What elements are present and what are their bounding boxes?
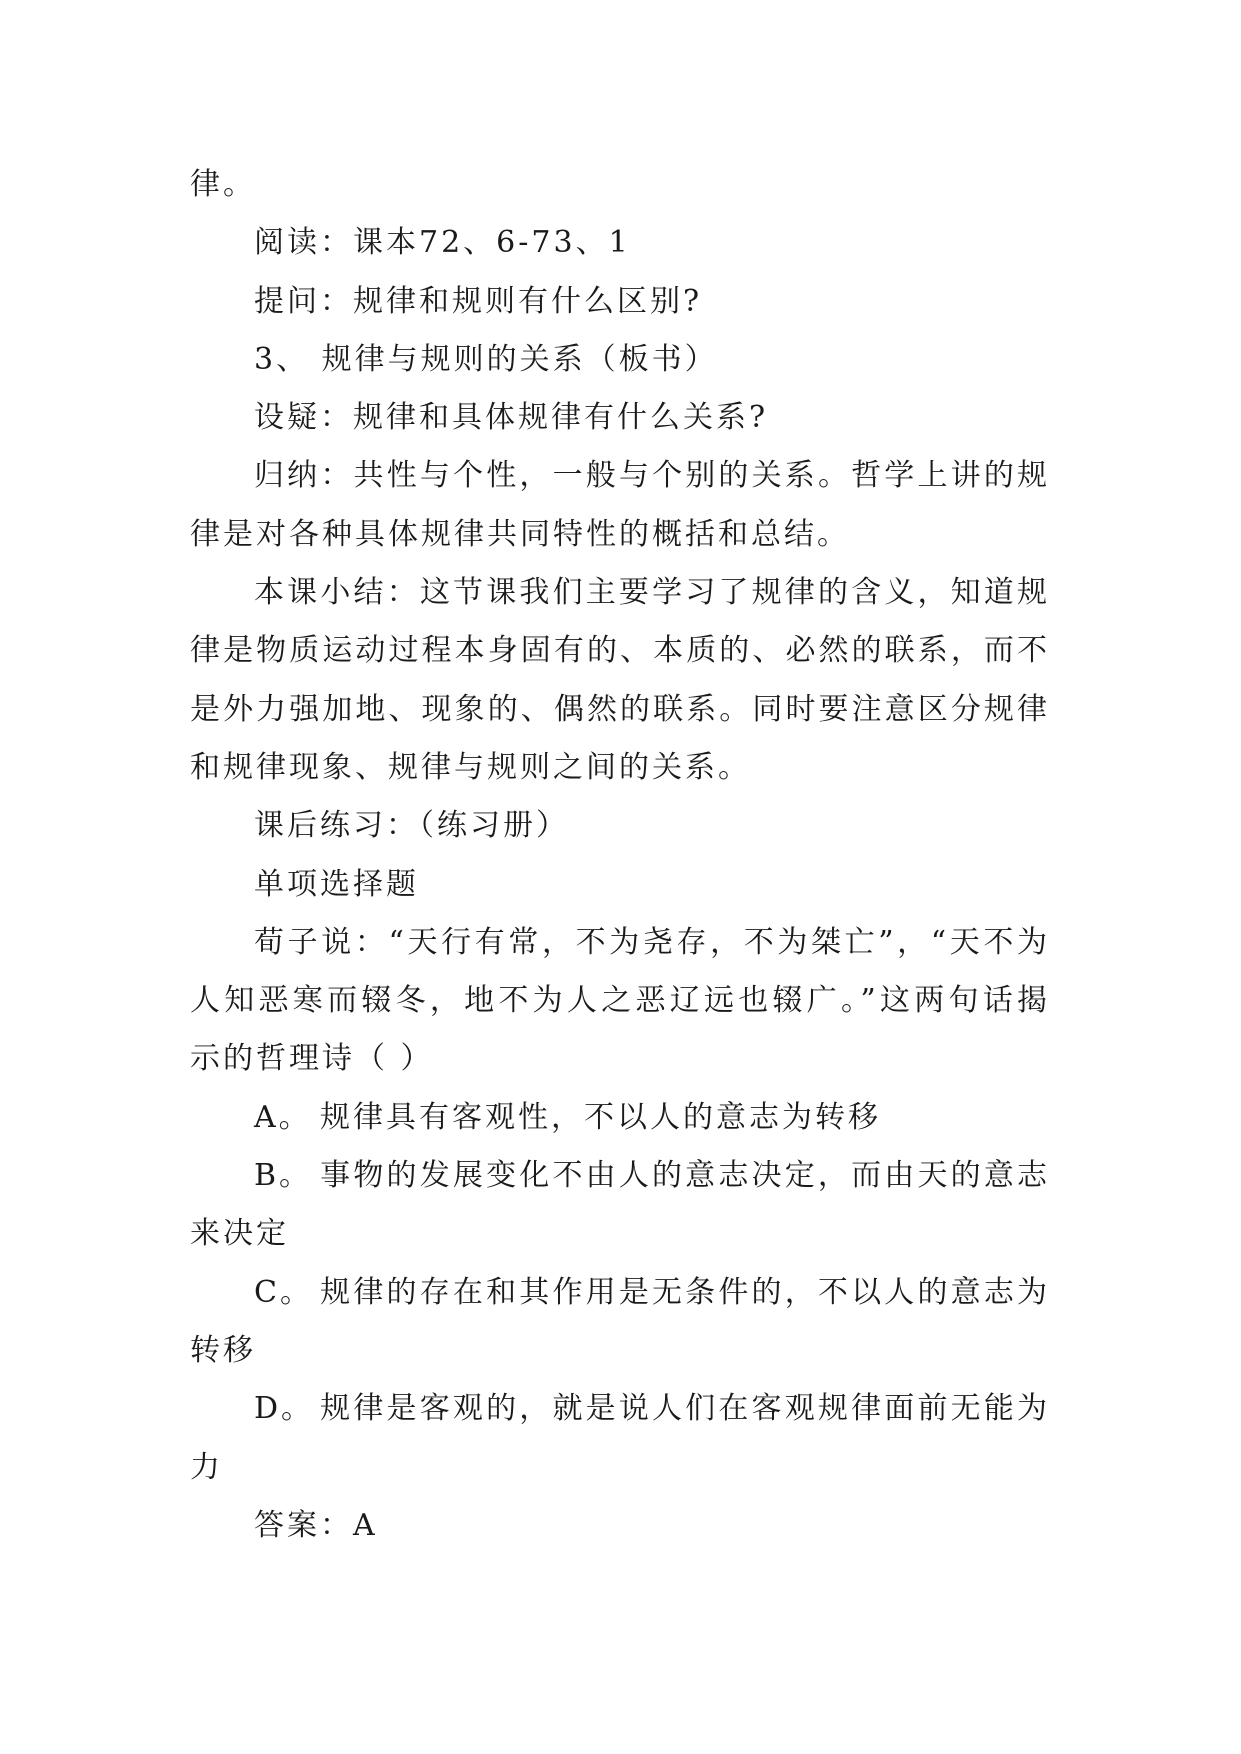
paragraph-exercise: 课后练习：（练习册） bbox=[254, 808, 569, 844]
paragraph-continuation: 律。 bbox=[190, 167, 256, 202]
option-b bbox=[190, 1147, 1050, 1264]
answer: 答案：A bbox=[254, 1507, 378, 1543]
option-label: D。 bbox=[254, 1391, 315, 1427]
paragraph-section-3: 3、 规律与规则的关系（板书） bbox=[254, 341, 718, 377]
option-text: 规律是客观的，就是说人们在客观规律面前无能为力 bbox=[190, 1391, 1050, 1485]
option-text: 规律具有客观性，不以人的意志为转移 bbox=[320, 1099, 881, 1135]
option-text: 事物的发展变化不由人的意志决定，而由天的意志来决定 bbox=[190, 1158, 1050, 1252]
option-label: B。 bbox=[254, 1158, 313, 1194]
paragraph-summary: 本课小结：这节课我们主要学习了规律的含义，知道规律是物质运动过程本身固有的、本质的、必然的联系，而不是外力强加地、现象的、偶然的联系。同时要注意区分规律和规律现象、规律与规则之间的关系。 bbox=[190, 575, 1050, 785]
paragraph-reading: 阅读：课本72、6-73、1 bbox=[254, 225, 631, 261]
paragraph-question-stem: 荀子说：“天行有常，不为尧存，不为桀亡”，“天不为人知恶寒而辍冬，地不为人之恶辽远也辍广。”这两句话揭示的哲理诗（ ） bbox=[190, 924, 1050, 1077]
paragraph-question: 提问：规律和规则有什么区别? bbox=[254, 283, 703, 319]
option-label: A。 bbox=[254, 1099, 312, 1135]
document-body bbox=[190, 156, 1050, 1555]
paragraph-conclusion: 归纳：共性与个性，一般与个别的关系。哲学上讲的规律是对各种具体规律共同特性的概括和总结。 bbox=[190, 458, 1050, 552]
paragraph-choice-heading: 单项选择题 bbox=[254, 866, 419, 902]
option-a bbox=[190, 1089, 1050, 1147]
option-label: C。 bbox=[254, 1274, 313, 1310]
option-text: 规律的存在和其作用是无条件的，不以人的意志为转移 bbox=[190, 1274, 1050, 1368]
paragraph-doubt: 设疑：规律和具体规律有什么关系? bbox=[254, 400, 769, 436]
option-d bbox=[190, 1380, 1050, 1497]
option-c bbox=[190, 1264, 1050, 1381]
